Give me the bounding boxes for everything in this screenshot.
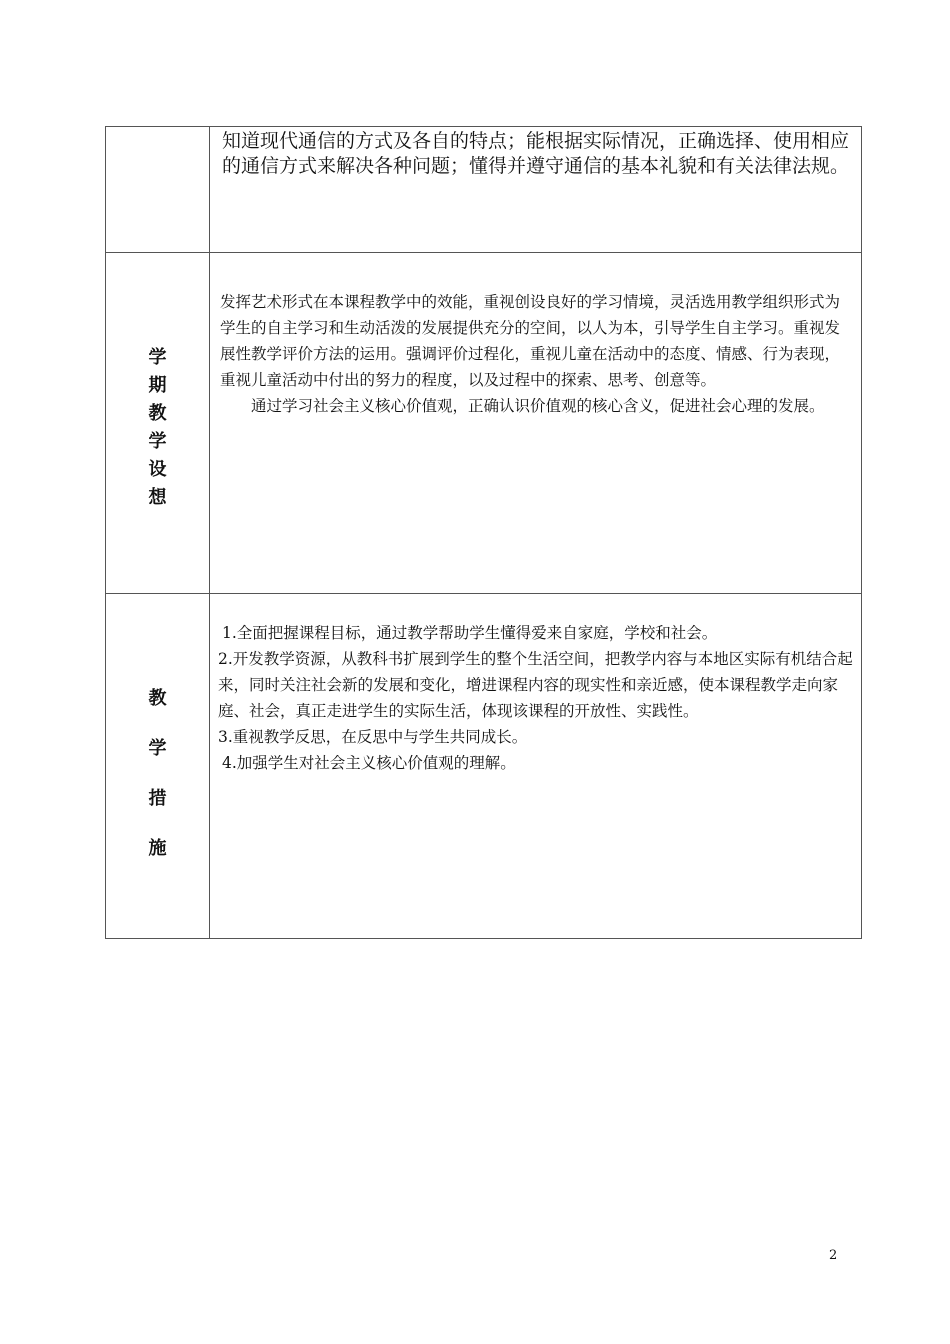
semester-plan-paragraph-1: 发挥艺术形式在本课程教学中的效能，重视创设良好的学习情境，灵活选用教学组织形式为学生的自主学习和生动活泼的发展提供充分的空间，以人为本，引导学生自主学习。重视发展性教学评价方法的运用。强调评价过程化，重视儿童在活动中的态度、情感、行为表现，重视儿童活动中付出的努力的程度，以及过程中的探索、思考、创意等。 xyxy=(220,293,841,389)
semester-plan-paragraph-2: 通过学习社会主义核心价值观，正确认识价值观的核心含义，促进社会心理的发展。 xyxy=(251,397,825,415)
table-row xyxy=(106,253,862,594)
table-row xyxy=(106,127,862,253)
teaching-measures-label: 教学措施 xyxy=(148,688,167,859)
measure-item-2: 2.开发教学资源，从教科书扩展到学生的整个生活空间，把教学内容与本地区实际有机结合起来，同时关注社会新的发展和变化，增进课程内容的现实性和亲近感，使本课程教学走向家庭、社会，真正走进学生的实际生活，体现该课程的开放性、实践性。 xyxy=(218,650,853,720)
row-label-cell xyxy=(106,253,210,594)
measure-item-1: 1.全面把握课程目标，通过教学帮助学生懂得爱来自家庭，学校和社会。 xyxy=(222,624,718,642)
table-row xyxy=(106,594,862,939)
measure-item-3: 3.重视教学反思，在反思中与学生共同成长。 xyxy=(218,728,528,746)
semester-plan-cell xyxy=(210,253,862,594)
row-label-cell-empty xyxy=(106,127,210,253)
page-number: 2 xyxy=(829,1248,838,1263)
teaching-measures-cell xyxy=(210,594,862,939)
measure-item-4: 4.加强学生对社会主义核心价值观的理解。 xyxy=(222,754,516,772)
semester-plan-label: 学期教学设想 xyxy=(148,347,167,508)
objectives-text: 知道现代通信的方式及各自的特点；能根据实际情况，正确选择、使用相应的通信方式来解决各种问题；懂得并遵守通信的基本礼貌和有关法律法规。 xyxy=(222,130,850,177)
objectives-cell xyxy=(210,127,862,253)
row-label-cell xyxy=(106,594,210,939)
plan-table xyxy=(105,126,862,939)
